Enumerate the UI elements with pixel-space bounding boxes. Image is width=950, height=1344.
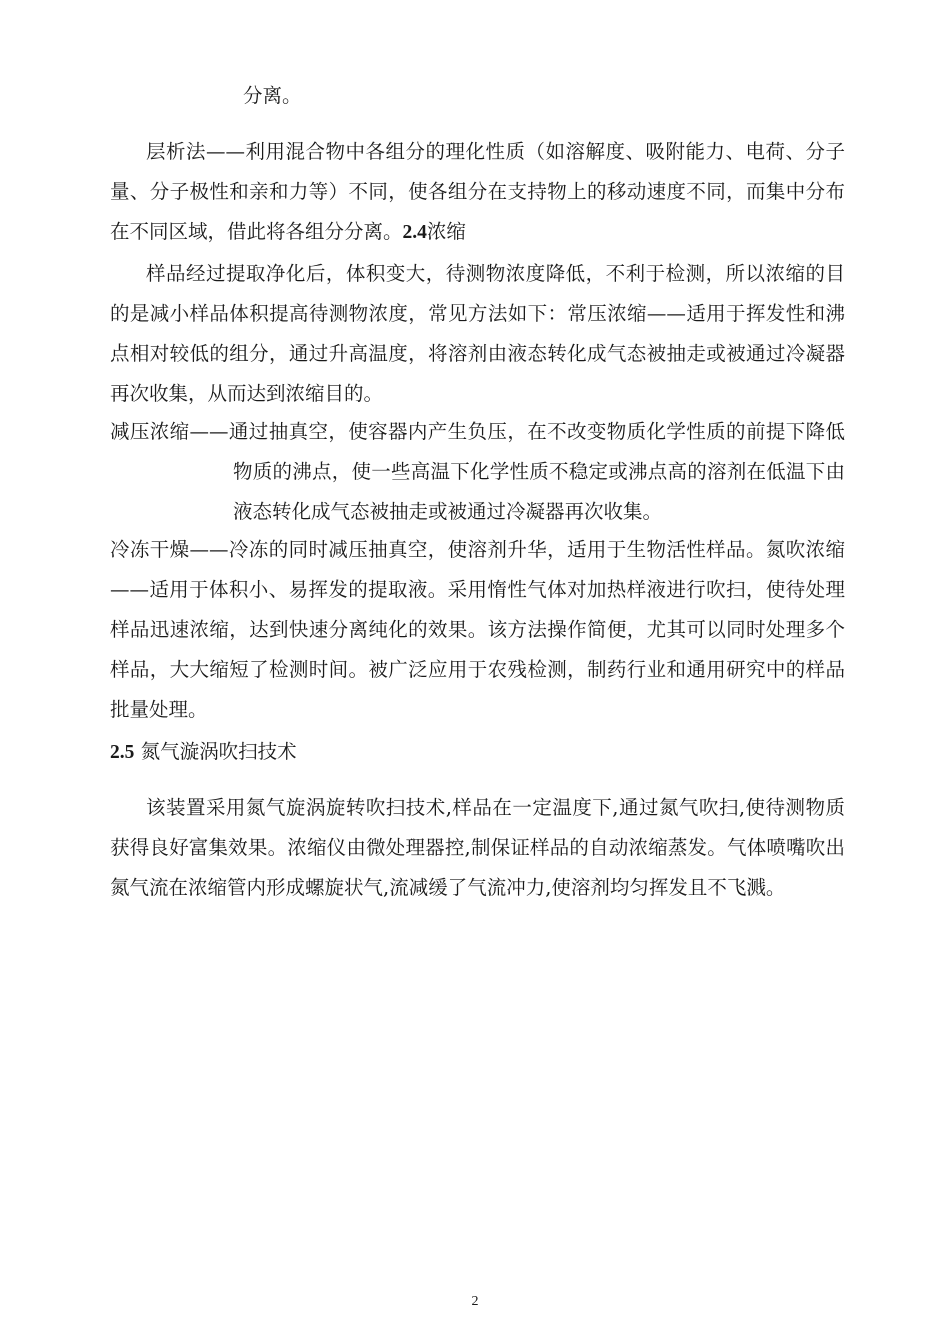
- section-2-5-title: 氮气漩涡吹扫技术: [140, 740, 297, 763]
- paragraph-concentration: 样品经过提取净化后，体积变大，待测物浓度降低，不利于检测，所以浓缩的目的是减小样品体积提高待测物浓度，常见方法如下：常压浓缩——适用于挥发性和沸点相对较低的组分，通过升高温度，将溶剂由液态转化成气态被抽走或被通过冷凝器再次收集，从而达到浓缩目的。: [110, 262, 845, 405]
- paragraph-nitrogen-vortex: 该装置采用氮气旋涡旋转吹扫技术,样品在一定温度下,通过氮气吹扫,使待测物质获得良好富集效果。浓缩仪由微处理器控,制保证样品的自动浓缩蒸发。气体喷嘴吹出氮气流在浓缩管内形成螺旋状气,流减缓了气流冲力,使溶剂均匀挥发且不飞溅。: [110, 796, 845, 899]
- section-2-4-title: 浓缩: [426, 220, 466, 243]
- paragraph-freeze-drying: 冷冻干燥——冷冻的同时减压抽真空，使溶剂升华，适用于生物活性样品。氮吹浓缩——适用于体积小、易挥发的提取液。采用惰性气体对加热样液进行吹扫，使待处理样品迅速浓缩，达到快速分离纯化的效果。该方法操作简便，尤其可以同时处理多个样品，大大缩短了检测时间。被广泛应用于农残检测，制药行业和通用研究中的样品批量处理。: [110, 538, 845, 721]
- section-2-5-heading: [110, 732, 845, 773]
- paragraph-continuation: 分离。: [243, 84, 302, 107]
- chromatography-text: 层析法——利用混合物中各组分的理化性质（如溶解度、吸附能力、电荷、分子量、分子极性和亲和力等）不同，使各组分在支持物上的移动速度不同，而集中分布在不同区域，借此将各组分分离。: [110, 140, 845, 243]
- section-2-5-number: 2.5: [110, 742, 135, 763]
- paragraph-chromatography: [110, 132, 845, 253]
- section-2-4-number: 2.4: [402, 222, 427, 243]
- page-number: 2: [471, 1294, 479, 1309]
- paragraph-reduced-pressure: 减压浓缩——通过抽真空，使容器内产生负压，在不改变物质化学性质的前提下降低物质的沸点，使一些高温下化学性质不稳定或沸点高的溶剂在低温下由液态转化成气态被抽走或被通过冷凝器再次收集。: [110, 420, 845, 523]
